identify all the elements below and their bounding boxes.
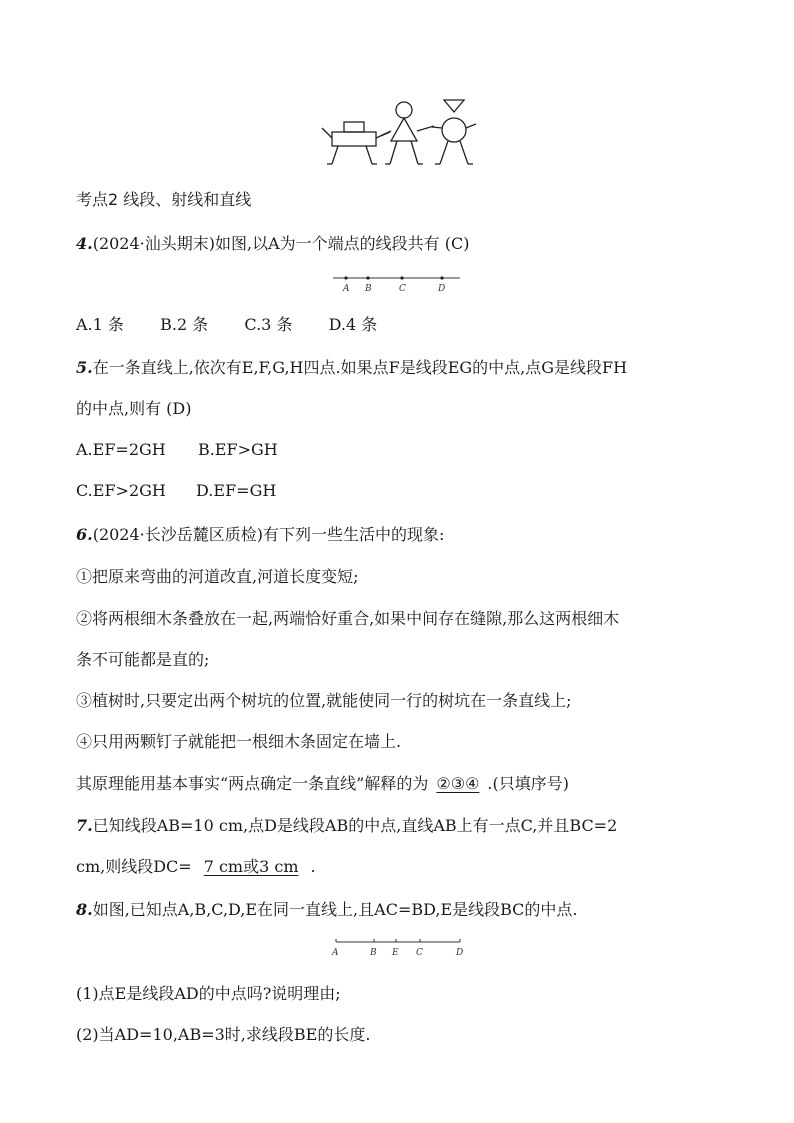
q8-segment-figure <box>328 936 468 960</box>
point-c <box>400 276 403 279</box>
q4-segment-figure <box>330 272 464 294</box>
option-a: A.EF=2GH <box>76 440 166 459</box>
question-number: 6. <box>76 525 93 544</box>
q6-conclusion <box>76 773 569 795</box>
question-number: 4. <box>76 234 93 253</box>
stick-figure-illustration <box>318 98 478 170</box>
question-7-line2 <box>76 856 316 878</box>
label-c: C <box>416 948 423 958</box>
question-8 <box>76 899 578 921</box>
question-number: 7. <box>76 816 93 835</box>
q4-options <box>76 314 377 336</box>
q5-options-row1 <box>76 439 278 461</box>
line2-suffix: . <box>310 857 316 876</box>
q8-part-1: (1)点E是线段AD的中点吗?说明理由; <box>76 984 341 1003</box>
question-text-line1: 在一条直线上,依次有E,F,G,H四点.如果点F是线段EG的中点,点G是线段FH <box>92 358 628 377</box>
topic-heading: 考点2 线段、射线和直线 <box>76 190 252 209</box>
q6-item-4: ④只用两颗钉子就能把一根细木条固定在墙上. <box>76 732 402 751</box>
conclusion-suffix: .(只填序号) <box>487 774 569 793</box>
label-a: A <box>343 284 350 294</box>
question-text-line1: 已知线段AB=10 cm,点D是线段AB的中点,直线AB上有一点C,并且BC=2 <box>92 816 618 835</box>
question-5 <box>76 357 627 379</box>
q6-item-2: ②将两根细木条叠放在一起,两端恰好重合,如果中间存在缝隙,那么这两根细木 <box>76 609 620 628</box>
q6-item-3: ③植树时,只要定出两个树坑的位置,就能使同一行的树坑在一条直线上; <box>76 691 572 710</box>
label-a: A <box>332 948 339 958</box>
question-number: 5. <box>76 358 93 377</box>
point-a <box>344 276 347 279</box>
question-number: 8. <box>76 900 93 919</box>
answer-blank: ②③④ <box>436 774 480 793</box>
option-b: B.2 条 <box>160 315 209 334</box>
option-a: A.1 条 <box>76 315 124 334</box>
point-b <box>366 276 369 279</box>
option-c: C.3 条 <box>244 315 293 334</box>
answer-blank: 7 cm或3 cm <box>203 857 299 876</box>
label-d: D <box>456 948 464 958</box>
option-d: D.4 条 <box>328 315 378 334</box>
line2-prefix: cm,则线段DC= <box>76 857 192 876</box>
question-5-line2: 的中点,则有 (D) <box>76 399 192 418</box>
label-b: B <box>370 948 377 958</box>
point-d <box>440 276 443 279</box>
question-intro: (2024·长沙岳麓区质检)有下列一些生活中的现象: <box>92 525 445 544</box>
question-text: (2024·汕头期末)如图,以A为一个端点的线段共有 (C) <box>92 234 470 253</box>
q8-part-2: (2)当AD=10,AB=3时,求线段BE的长度. <box>76 1025 371 1044</box>
question-4 <box>76 233 469 255</box>
question-6 <box>76 524 444 546</box>
question-7 <box>76 815 617 837</box>
question-text: 如图,已知点A,B,C,D,E在同一直线上,且AC=BD,E是线段BC的中点. <box>92 900 578 919</box>
option-c: C.EF>2GH <box>76 481 166 500</box>
conclusion-prefix: 其原理能用基本事实“两点确定一条直线”解释的为 <box>76 774 429 793</box>
label-b: B <box>365 284 372 294</box>
option-b: B.EF>GH <box>197 440 278 459</box>
label-d: D <box>438 284 446 294</box>
q6-item-2-cont: 条不可能都是直的; <box>76 650 210 669</box>
label-c: C <box>399 284 406 294</box>
option-d: D.EF=GH <box>196 481 277 500</box>
q6-item-1: ①把原来弯曲的河道改直,河道长度变短; <box>76 567 359 586</box>
label-e: E <box>392 948 399 958</box>
q5-options-row2 <box>76 480 276 502</box>
